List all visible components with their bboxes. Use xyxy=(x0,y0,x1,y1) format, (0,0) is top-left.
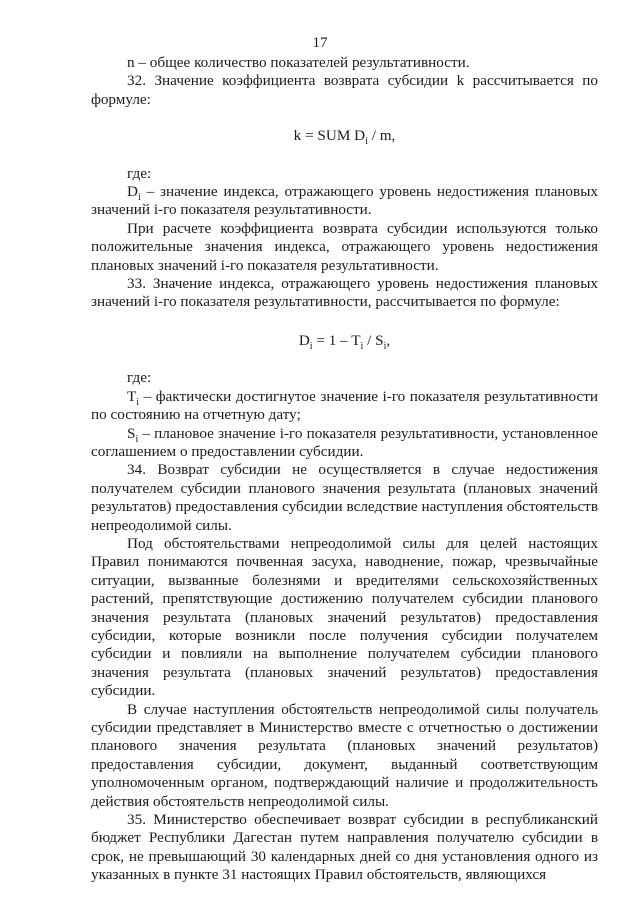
document-body xyxy=(91,54,598,885)
di-text: – значение индекса, отражающего уровень недостижения плановых значений i-го показателя результативности. xyxy=(91,183,598,219)
si-subscript: i xyxy=(135,433,139,445)
formula-di-b-subscript: i xyxy=(360,340,364,352)
paragraph-force-majeure-case: В случае наступления обстоятельств непреодолимой силы получатель субсидии представляет в Министерство вместе с отчетностью о достижении планового значения результата (плановых значений результатов) предоставления субсидии, документ, выданный соответствующим уполномоченным органом, подтверждающий наличие и продолжительность действия обстоятельств непреодолимой силы. xyxy=(91,700,598,810)
formula-di-c: / S xyxy=(363,331,384,349)
formula-di-a-subscript: i xyxy=(309,340,313,352)
formula-di-a: D xyxy=(298,331,310,349)
formula-di xyxy=(91,332,598,350)
paragraph-n-definition: n – общее количество показателей результативности. xyxy=(127,54,470,71)
paragraph-si-definition xyxy=(91,425,598,462)
formula-di-b: = 1 – T xyxy=(312,331,361,349)
page-number: 17 xyxy=(312,35,328,51)
formula-k-right: / m, xyxy=(367,127,396,145)
formula-k-subscript: i xyxy=(365,136,368,148)
paragraph-33: 33. Значение индекса, отражающего уровень недостижения плановых значений i-го показателя результативности, рассчитывается по формуле: xyxy=(91,275,598,311)
formula-di-c-subscript: i xyxy=(383,340,387,352)
si-text: – плановое значение i-го показателя результативности, установленное соглашением о предоставлении субсидии. xyxy=(91,424,598,460)
di-subscript: i xyxy=(137,192,141,204)
paragraph-34: 34. Возврат субсидии не осуществляется в случае недостижения получателем субсидии планового значения результата (плановых значений результатов) предоставления субсидии вследствие наступления обстоятельств непреодолимой силы. xyxy=(91,461,598,534)
si-symbol: S xyxy=(127,424,136,442)
ti-text: – фактически достигнутое значение i-го показателя результативности по состоянию на отчетную дату; xyxy=(91,387,598,424)
paragraph-positive-values: При расчете коэффициента возврата субсидии используются только положительные значения индекса, отражающего уровень недостижения плановых значений i-го показателя результативности. xyxy=(91,219,598,274)
formula-k-left: k = SUM D xyxy=(293,127,366,145)
formula-k xyxy=(91,127,598,148)
paragraph-di-definition xyxy=(91,183,598,220)
paragraph-ti-definition xyxy=(91,388,598,425)
formula-di-d: , xyxy=(386,331,391,349)
paragraph-force-majeure: Под обстоятельствами непреодолимой силы для целей настоящих Правил понимаются почвенная засуха, наводнение, пожар, чрезвычайные ситуации, вызванные болезнями и вредителями сельскохозяйственных растений, препятствующие достижению получателем субсидии планового значения результата (плановых значений результатов) предоставления субсидии, которые возникли после получения субсидии получателем субсидии и повлияли на выполнение получателем субсидии планового значения результата (плановых значений результатов) предоставления субсидии. xyxy=(91,534,598,700)
where-label-1: где: xyxy=(127,164,152,182)
ti-symbol: T xyxy=(127,387,137,405)
paragraph-32: 32. Значение коэффициента возврата субсидии k рассчитывается по формуле: xyxy=(91,72,598,108)
where-label-2: где: xyxy=(127,369,152,387)
paragraph-35: 35. Министерство обеспечивает возврат субсидии в республиканский бюджет Республики Дагестан путем направления получателю субсидии в срок, не превышающий 30 календарных дней со дня установления одного из указанных в пункте 31 настоящих Правил обстоятельств, являющихся xyxy=(91,811,598,884)
ti-subscript: i xyxy=(136,396,140,408)
di-symbol: D xyxy=(127,183,138,201)
